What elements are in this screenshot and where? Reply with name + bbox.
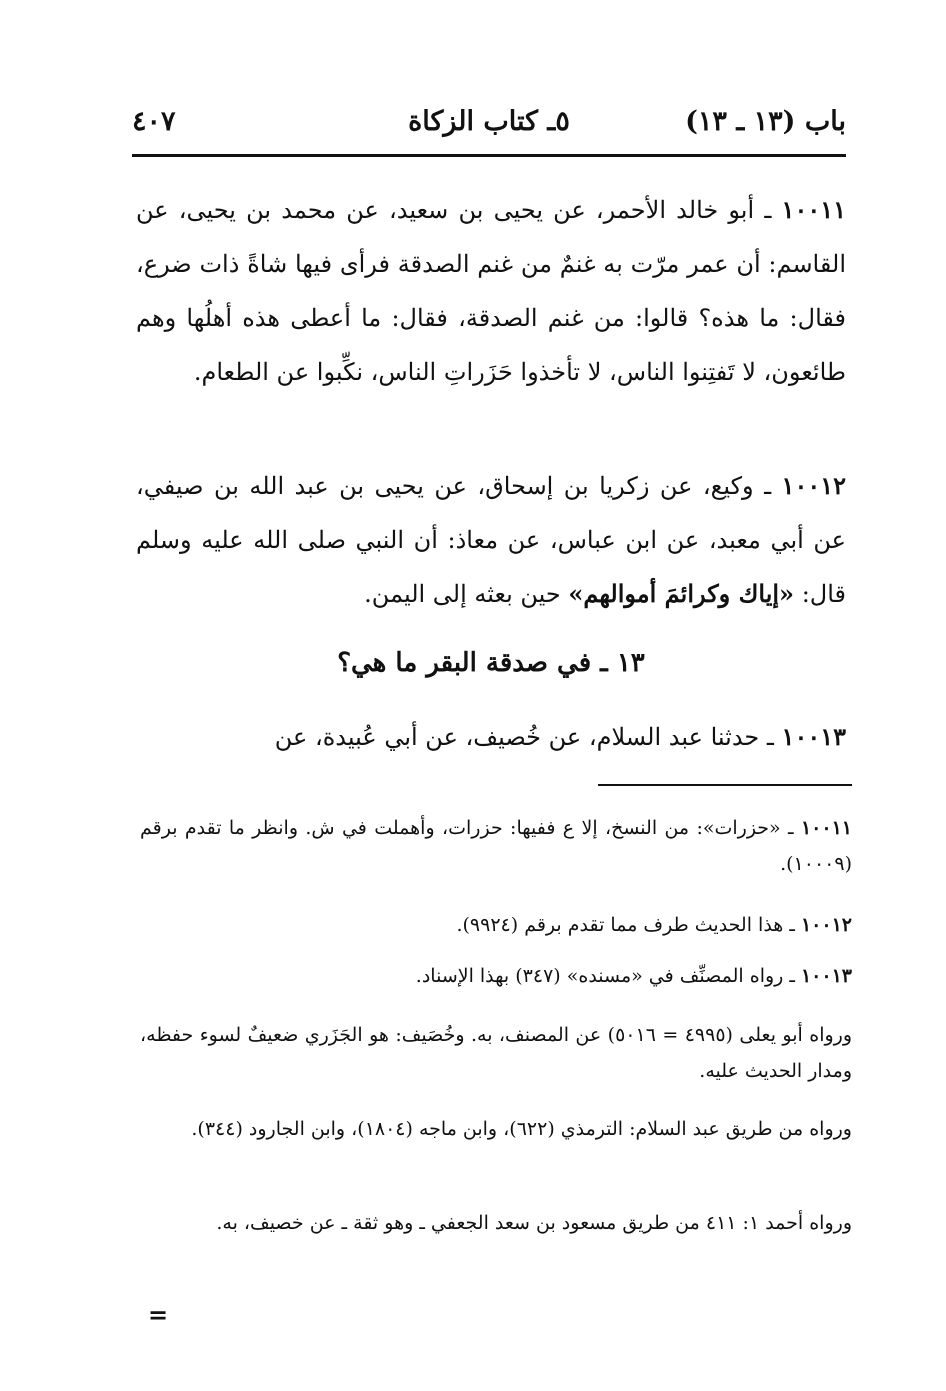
footnote-paragraph: ورواه من طريق عبد السلام: الترمذي (٦٢٢)، وابن ماجه (١٨٠٤)، وابن الجارود (٣٤٤). [191,1118,852,1140]
footnote [140,810,852,882]
footnote-text: ـ هذا الحديث طرف مما تقدم برقم (٩٩٢٤). [456,914,801,936]
hadith-paragraph [136,459,846,621]
hadith-text: ـ وكيع، عن زكريا بن إسحاق، عن يحيى بن عبد الله بن صيفي، عن أبي معبد، عن ابن عباس، عن معاذ: أن النبي صلى الله عليه وسلم قال: [136,472,846,608]
footnote-text: ـ «حزرات»: من النسخ، إلا ع ففيها: حزرات، وأهملت في ش. وانظر ما تقدم برقم (١٠٠٠٩). [140,817,852,875]
footnote-number: ١٠٠١١ [800,817,852,839]
footnote-number: ١٠٠١٣ [800,965,852,987]
hadith-number: ١٠٠١١ [781,195,846,224]
chapter-heading: باب (١٣ ـ ١٣) [685,106,846,137]
hadith-paragraph [136,710,846,764]
continuation-mark: = [148,1300,169,1329]
hadith-quote: «إياك وكرائمَ أموالهم» [568,579,795,608]
hadith-text: ـ أبو خالد الأحمر، عن يحيى بن سعيد، عن محمد بن يحيى، عن القاسم: أن عمر مرّت به غنمٌ من غنم الصدقة فرأى فيها شاةً ذات ضرع، فقال: ما هذه؟ قالوا: من غنم الصدقة، فقال: ما أعطى هذه أهلُها وهم طائعون، لا تَفتِنوا الناس، لا تأخذوا حَزَراتِ الناس، نكِّبوا عن الطعام. [136,196,846,386]
footnote-text: ـ رواه المصنِّف في «مسنده» (٣٤٧) بهذا الإسناد. [415,965,801,987]
footnote [140,958,852,994]
section-title: ١٣ ـ في صدقة البقر ما هي؟ [337,648,645,678]
footnote-paragraph: ورواه أحمد ١: ٤١١ من طريق مسعود بن سعد الجعفي ـ وهو ثقة ـ عن خصيف، به. [216,1212,852,1234]
hadith-number: ١٠٠١٢ [781,471,846,500]
footnote-number: ١٠٠١٢ [800,914,852,936]
hadith-text-end: حين بعثه إلى اليمن. [364,580,569,608]
hadith-text: ـ حدثنا عبد السلام، عن خُصيف، عن أبي عُبيدة، عن [274,723,782,751]
page-header [132,100,846,157]
footnote-divider [598,784,852,786]
footnote-paragraph: ورواه أبو يعلى (٤٩٩٥ = ٥٠١٦) عن المصنف، به. وخُصَيف: هو الجَزَري ضعيفٌ لسوء حفظه، ومدار الحديث عليه. [140,1024,852,1082]
footnote [140,907,852,943]
hadith-paragraph [136,183,846,399]
page-number: ٤٠٧ [132,106,176,137]
hadith-number: ١٠٠١٣ [781,722,846,751]
book-title: ٥ـ كتاب الزكاة [408,106,570,137]
